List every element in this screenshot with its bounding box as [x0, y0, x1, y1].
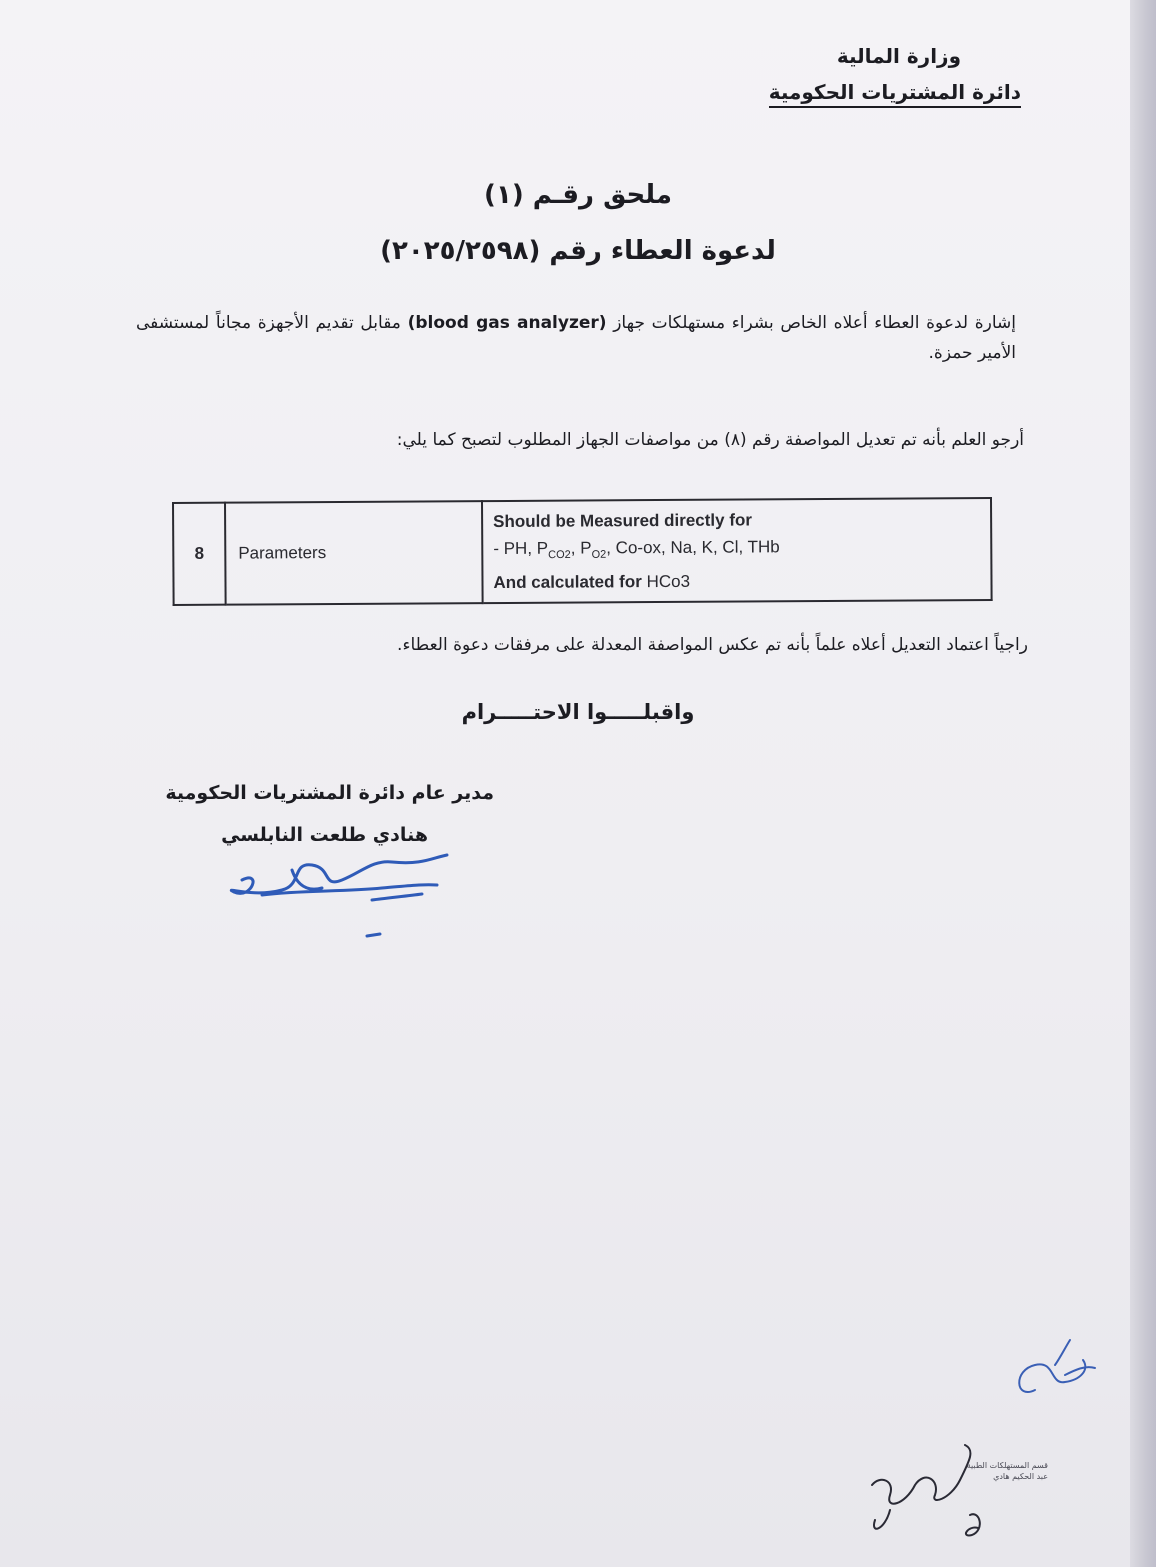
param-rest: , Co-ox, Na, K, Cl, THb [606, 537, 780, 558]
approval-paragraph: راجياً اعتماد التعديل أعلاه علماً بأنه تم عكس المواصفة المعدلة على مرفقات دعوة العطاء. [397, 635, 1028, 655]
param-prefix: - PH, P [493, 538, 549, 559]
param-sub-co2: CO2 [548, 548, 571, 562]
calculated-value: HCo3 [641, 572, 691, 592]
stamp-line-2: عبد الحكيم هادي [993, 1472, 1048, 1481]
spec-table [172, 497, 993, 606]
calculated-label: And calculated for [493, 572, 642, 593]
intro-text-before: إشارة لدعوة العطاء أعلاه الخاص بشراء مستهلكات جهاز [613, 313, 1016, 333]
director-signature [222, 840, 462, 950]
department-stamp [967, 1460, 1048, 1482]
spec-name: Parameters [225, 501, 483, 605]
stamp-signature [860, 1440, 1000, 1550]
annex-title: ملحق رقـم (١) [484, 180, 672, 210]
spec-description [482, 498, 992, 603]
signatory-title: مدير عام دائرة المشتريات الحكومية [165, 782, 494, 804]
table-row [173, 498, 992, 605]
param-sub-o2: O2 [591, 548, 607, 561]
intro-text-after: مقابل تقديم الأجهزة مجاناً لمستشفى الأمير حمزة. [136, 313, 1016, 363]
param-sep: , P [570, 538, 592, 558]
amendment-paragraph: أرجو العلم بأنه تم تعديل المواصفة رقم (٨) من مواصفات الجهاز المطلوب لتصبح كما يلي: [396, 430, 1024, 450]
spec-line-calculated [493, 566, 980, 596]
department-name: دائرة المشتريات الحكومية [769, 80, 1021, 108]
tender-title: لدعوة العطاء رقم (٢٠٢٥/٢٥٩٨) [380, 236, 776, 266]
ministry-name: وزارة المالية [836, 44, 961, 68]
signatory-name: هنادي طلعت النابلسي [221, 824, 428, 846]
intro-paragraph [136, 308, 1016, 368]
stamp-line-1: قسم المستهلكات الطبية [966, 1461, 1048, 1470]
device-name: (blood gas analyzer) [407, 313, 607, 333]
spec-line-measured: Should be Measured directly for [493, 510, 753, 532]
spec-line-parameters [493, 532, 980, 569]
initials-mark [1005, 1330, 1105, 1420]
closing-salutation: واقبلـــــوا الاحتـــــرام [461, 700, 695, 724]
spec-number: 8 [173, 503, 226, 606]
